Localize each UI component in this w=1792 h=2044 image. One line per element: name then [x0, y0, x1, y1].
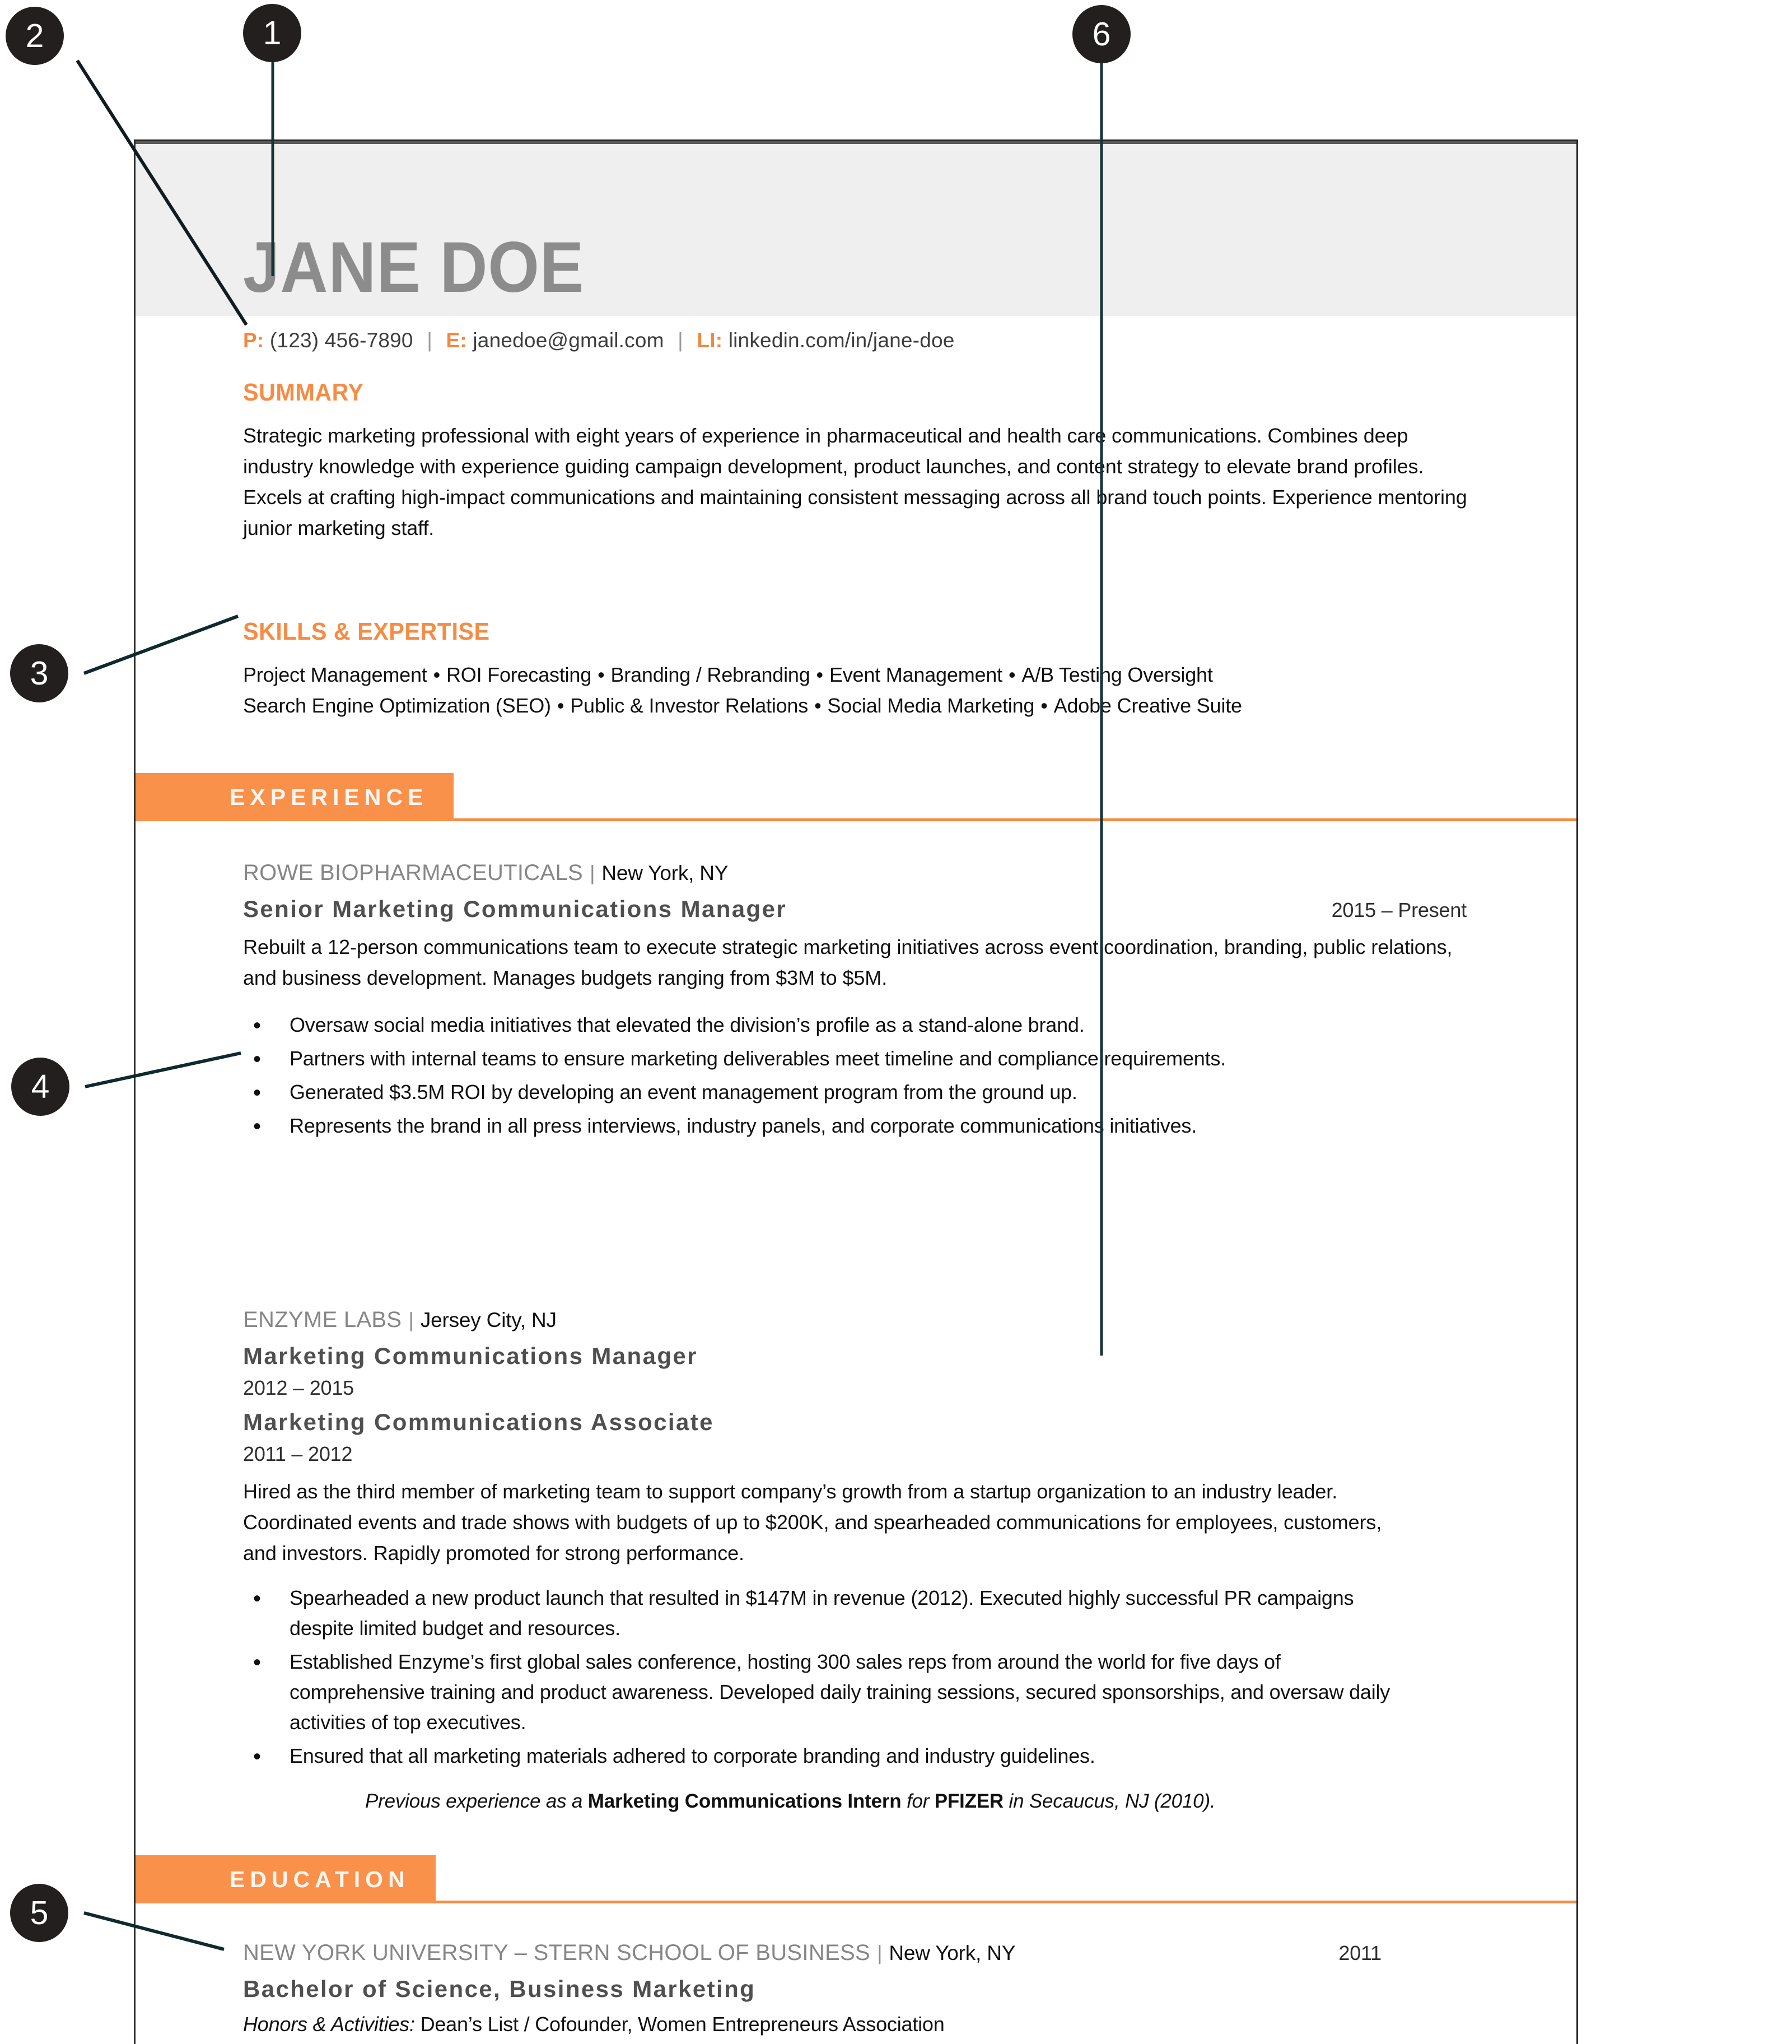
- skill-item: Search Engine Optimization (SEO): [243, 694, 551, 718]
- linkedin-label: LI:: [697, 329, 723, 352]
- list-item: • Oversaw social media initiatives that elevated the division’s profile as a stand-alone brand.: [243, 1010, 1467, 1040]
- skills-separator: •: [816, 663, 823, 686]
- callout-marker-6[interactable]: [1072, 5, 1131, 63]
- skill-item: Branding / Rebranding: [610, 663, 810, 686]
- education-school-name: NEW YORK UNIVERSITY – STERN SCHOOL OF BUSINESS: [243, 1940, 870, 1965]
- skills-separator: •: [1008, 663, 1016, 686]
- callout-marker-1-label: 1: [263, 14, 282, 52]
- skills-separator: •: [598, 663, 605, 686]
- company-separator-rowe: |: [589, 862, 595, 884]
- callout-marker-2-label: 2: [25, 17, 44, 54]
- skill-item: ROI Forecasting: [446, 663, 592, 686]
- skill-item: Project Management: [243, 663, 427, 686]
- list-item: • Established Enzyme’s first global sales conference, hosting 300 sales reps from around the world for five days of comprehensive training and product awareness. Developed daily training sessions, secured sponsorships, and oversaw daily activities of top executives.: [243, 1647, 1408, 1738]
- page-title: JANE DOE: [243, 227, 585, 308]
- phone-value: (123) 456-7890: [269, 329, 413, 352]
- job-summary-rowe: Rebuilt a 12-person communications team to execute strategic marketing initiatives across event coordination, branding, public relations, and business development. Manages budgets ranging from $3M to $5M.: [243, 935, 1453, 990]
- callout-marker-3[interactable]: [10, 644, 68, 702]
- education-band-label: EDUCATION: [230, 1866, 410, 1892]
- callout-marker-4[interactable]: [11, 1058, 69, 1116]
- education-honors-label: Honors & Activities:: [243, 2013, 415, 2036]
- contact-separator-2: |: [678, 329, 683, 352]
- callout-marker-1[interactable]: [243, 4, 301, 62]
- email-label: E:: [446, 329, 467, 352]
- prev-exp-part1: Previous experience as a: [365, 1790, 588, 1813]
- callout-marker-5[interactable]: [10, 1884, 68, 1942]
- skill-item: A/B Testing Oversight: [1021, 663, 1213, 686]
- contact-separator-1: |: [427, 329, 433, 352]
- skill-item: Adobe Creative Suite: [1053, 694, 1242, 718]
- company-separator-enzyme: |: [408, 1309, 414, 1331]
- job-title-rowe: Senior Marketing Communications Manager: [243, 896, 787, 922]
- skills-separator: •: [433, 663, 440, 686]
- skills-separator: •: [1040, 694, 1048, 718]
- prev-exp-part5: in Secaucus, NJ (2010).: [1003, 1790, 1216, 1813]
- education-separator: |: [876, 1941, 883, 1964]
- list-item: • Ensured that all marketing materials adhered to corporate branding and industry guidelines.: [243, 1741, 1408, 1771]
- callout-marker-3-label: 3: [30, 654, 49, 692]
- phone-label: P:: [243, 329, 264, 352]
- list-item: • Partners with internal teams to ensure marketing deliverables meet timeline and compliance requirements.: [243, 1044, 1467, 1074]
- skills-separator: •: [557, 694, 564, 718]
- job-dates-enzyme-associate: 2011 – 2012: [243, 1442, 353, 1465]
- job-dates-enzyme-manager: 2012 – 2015: [243, 1376, 354, 1399]
- education-honors-value: Dean’s List / Cofounder, Women Entrepreneurs Association: [414, 2013, 945, 2036]
- skill-item: Event Management: [829, 663, 1002, 686]
- company-location-rowe: New York, NY: [601, 862, 729, 884]
- job-dates-rowe: 2015 – Present: [1331, 898, 1467, 921]
- job-title-enzyme-manager: Marketing Communications Manager: [243, 1343, 698, 1369]
- skill-item: Public & Investor Relations: [570, 694, 809, 718]
- list-item: • Represents the brand in all press interviews, industry panels, and corporate communications initiatives.: [243, 1111, 1467, 1141]
- skills-heading: SKILLS & EXPERTISE: [243, 618, 490, 645]
- callout-marker-4-label: 4: [31, 1068, 50, 1105]
- summary-heading: SUMMARY: [243, 379, 364, 406]
- company-location-enzyme: Jersey City, NJ: [420, 1309, 557, 1331]
- education-degree: Bachelor of Science, Business Marketing: [243, 1976, 756, 2002]
- linkedin-value[interactable]: linkedin.com/in/jane-doe: [728, 329, 955, 352]
- company-name-rowe: ROWE BIOPHARMACEUTICALS: [243, 860, 583, 885]
- email-value: janedoe@gmail.com: [473, 329, 664, 352]
- prev-exp-company: PFIZER: [934, 1790, 1004, 1813]
- callout-marker-5-label: 5: [30, 1894, 49, 1931]
- company-name-enzyme: ENZYME LABS: [243, 1307, 402, 1332]
- job-title-enzyme-associate: Marketing Communications Associate: [243, 1409, 714, 1435]
- education-location: New York, NY: [889, 1941, 1016, 1964]
- skills-separator: •: [814, 694, 822, 718]
- summary-text: Strategic marketing professional with eight years of experience in pharmaceutical and health care communications. Combines deep industry knowledge with experience guiding campaign development, product launches, and content strategy to elevate brand profiles. Excels at crafting high-impact communications and maintaining consistent messaging across all brand touch points. Experience mentoring junior marketing staff.: [243, 424, 1467, 540]
- callout-marker-6-label: 6: [1092, 15, 1111, 53]
- list-item: • Generated $3.5M ROI by developing an event management program from the ground up.: [243, 1077, 1467, 1107]
- prev-exp-part3: for: [901, 1790, 935, 1813]
- skill-item: Social Media Marketing: [827, 694, 1035, 718]
- education-year: 2011: [1338, 1941, 1382, 1964]
- prev-exp-role: Marketing Communications Intern: [587, 1790, 902, 1813]
- experience-band-label: EXPERIENCE: [230, 784, 428, 810]
- job-summary-enzyme: Hired as the third member of marketing team to support company’s growth from a startup organization to an industry leader. Coordinated events and trade shows with budgets of up to $200K, and spearheaded communications for employees, customers, and investors. Rapidly promoted for strong performance.: [243, 1480, 1382, 1565]
- list-item: • Spearheaded a new product launch that resulted in $147M in revenue (2012). Executed highly successful PR campaigns despite limited budget and resources.: [243, 1583, 1408, 1643]
- callout-marker-2[interactable]: [6, 7, 64, 65]
